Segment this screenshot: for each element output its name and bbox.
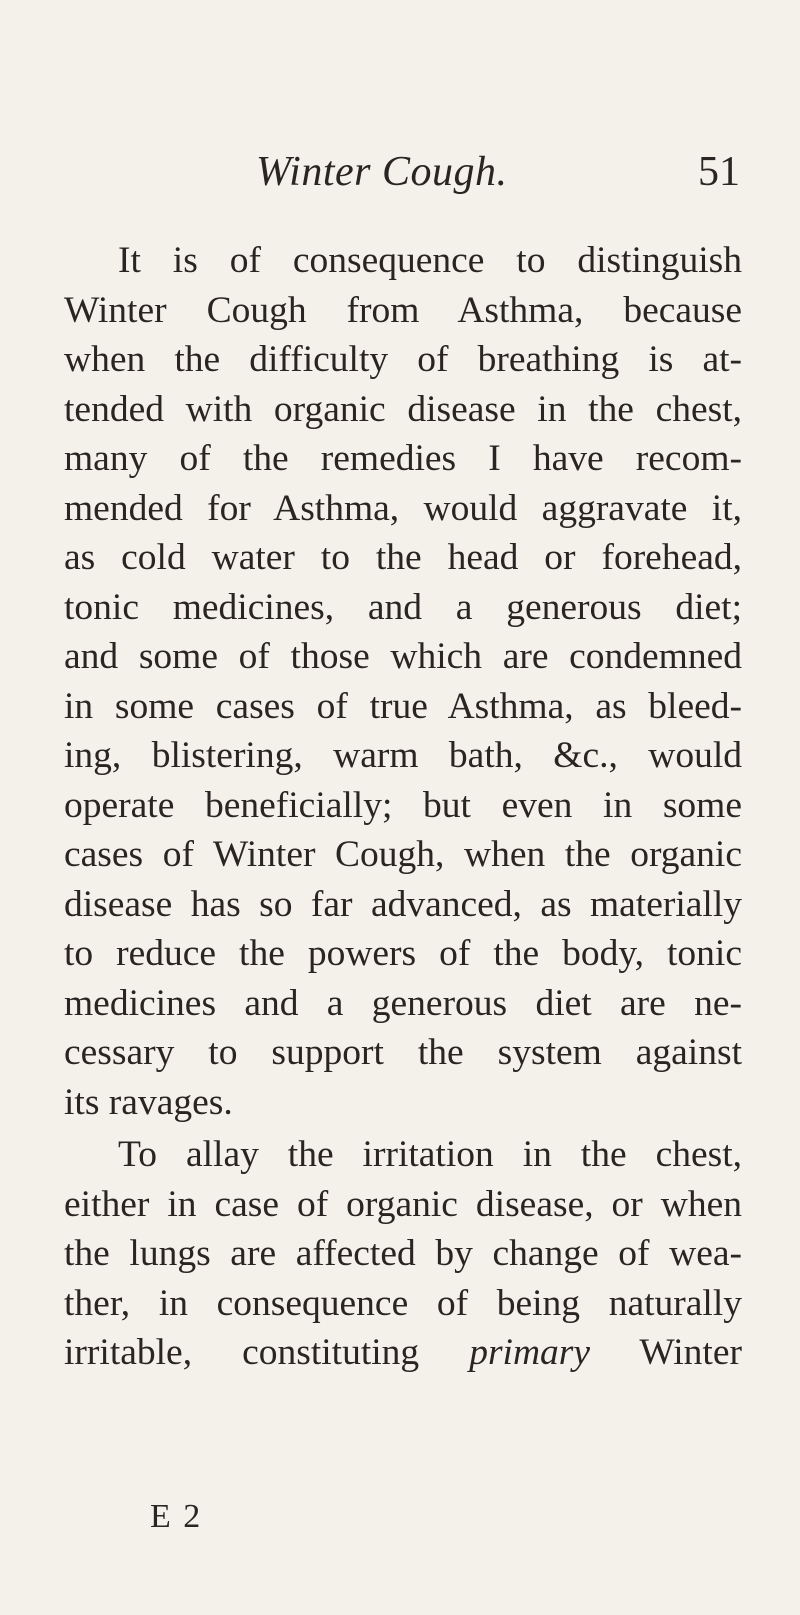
text-line: It is of consequence to distinguish: [118, 240, 742, 281]
text-segment: irritable, constituting: [64, 1332, 420, 1373]
text-line: To allay the irritation in the chest,: [118, 1134, 742, 1175]
text-line: many of the remedies I have recom-: [64, 438, 742, 479]
running-head: [240, 148, 740, 208]
page-number: 51: [698, 149, 740, 195]
text-line: operate beneficially; but even in some: [64, 784, 742, 826]
signature-mark: E 2: [150, 1498, 203, 1535]
text-line: cases of Winter Cough, when the organic: [64, 834, 742, 875]
text-line: as cold water to the head or forehead,: [64, 537, 742, 578]
text-line: tended with organic disease in the chest,: [64, 388, 742, 430]
text-line: medicines and a generous diet are ne-: [64, 982, 742, 1024]
paragraph-1: [64, 236, 742, 1127]
text-line: the lungs are affected by change of wea-: [64, 1233, 742, 1274]
text-line: when the difficulty of breathing is at-: [64, 339, 742, 380]
italic-emphasis: primary: [469, 1332, 591, 1373]
text-line: in some cases of true Asthma, as bleed-: [64, 685, 742, 727]
text-line: to reduce the powers of the body, tonic: [64, 933, 742, 974]
text-line: cessary to support the system against: [64, 1032, 742, 1073]
text-line: [64, 1328, 742, 1378]
text-line: Winter Cough from Asthma, because: [64, 289, 742, 331]
text-line: ing, blistering, warm bath, &c., would: [64, 735, 742, 776]
paragraph-2: [64, 1130, 742, 1378]
text-segment: Winter: [639, 1332, 742, 1373]
text-line: mended for Asthma, would aggravate it,: [64, 487, 742, 529]
text-line: and some of those which are condemned: [64, 636, 742, 677]
text-line: tonic medicines, and a generous diet;: [64, 586, 742, 628]
text-line: either in case of organic disease, or when: [64, 1183, 742, 1225]
text-line: its ravages.: [64, 1081, 233, 1123]
text-line: disease has so far advanced, as materially: [64, 883, 742, 925]
text-line: ther, in consequence of being naturally: [64, 1282, 742, 1324]
running-title: Winter Cough.: [256, 149, 508, 195]
